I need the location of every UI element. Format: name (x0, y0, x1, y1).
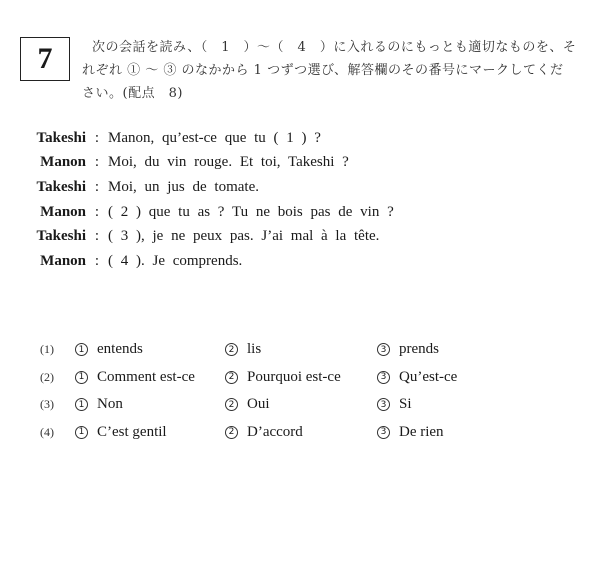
option-number: (2) (40, 369, 54, 384)
circled-number: 3 (377, 398, 390, 411)
option-choice[interactable] (377, 341, 527, 358)
dialogue-line (30, 200, 590, 225)
speech-text: Manon, qu’est-ce que tu ( 1 ) ? (108, 129, 321, 146)
option-choice[interactable] (75, 369, 225, 386)
option-row (40, 391, 580, 419)
speaker-name: Takeshi (36, 129, 86, 146)
choice-text: Si (399, 396, 412, 413)
speaker-colon: : (94, 203, 100, 220)
dialogue-line (30, 151, 590, 176)
choice-text: Comment est-ce (97, 368, 195, 385)
option-choice[interactable] (225, 396, 377, 413)
option-choice[interactable] (75, 341, 225, 358)
speaker-colon: : (94, 178, 100, 195)
speaker-colon: : (94, 129, 100, 146)
dialogue-line (30, 249, 590, 274)
option-choice[interactable] (225, 424, 377, 441)
choice-text: D’accord (247, 423, 303, 440)
instruction-line: れぞれ ① ～ ③ のなかから 1 つずつ選び、解答欄のその番号にマークしてくだ (82, 63, 564, 78)
question-number-box (20, 37, 70, 81)
option-number: (4) (40, 424, 54, 439)
speech-text: ( 2 ) que tu as ? Tu ne bois pas de vin ? (108, 203, 394, 220)
option-number: (3) (40, 397, 54, 412)
speech-text: Moi, du vin rouge. Et toi, Takeshi ? (108, 154, 349, 171)
option-choice[interactable] (75, 424, 225, 441)
choice-text: C’est gentil (97, 423, 167, 440)
instruction-line: さい。(配点 8) (82, 86, 183, 101)
option-choice[interactable] (377, 369, 527, 386)
option-number: (1) (40, 342, 54, 357)
circled-number: 2 (225, 426, 238, 439)
choice-text: Oui (247, 396, 270, 413)
speaker-name: Manon (40, 203, 86, 220)
circled-number: 3 (377, 371, 390, 384)
circled-number: 2 (225, 371, 238, 384)
speaker-colon: : (94, 154, 100, 171)
choice-text: prends (399, 341, 439, 358)
speaker-name: Manon (40, 252, 86, 269)
circled-number: 2 (225, 398, 238, 411)
circled-number: 1 (75, 371, 88, 384)
instruction-text (82, 36, 590, 105)
speech-text: Moi, un jus de tomate. (108, 178, 259, 195)
circled-number: 3 (377, 426, 390, 439)
dialogue-line (30, 224, 590, 249)
circled-number: 1 (75, 398, 88, 411)
choice-text: Pourquoi est-ce (247, 368, 341, 385)
speech-text: ( 4 ). Je comprends. (108, 252, 243, 269)
speaker-name: Takeshi (36, 228, 86, 245)
answer-options (40, 336, 580, 446)
instruction-line: 次の会話を読み、（ 1 ）～（ 4 ）に入れるのにもっとも適切なものを、そ (92, 40, 577, 55)
choice-text: entends (97, 341, 143, 358)
option-row (40, 419, 580, 447)
speech-text: ( 3 ), je ne peux pas. J’ai mal à la tête. (108, 228, 380, 245)
choice-text: lis (247, 341, 262, 358)
dialogue-line (30, 175, 590, 200)
speaker-colon: : (94, 252, 100, 269)
choice-text: Qu’est-ce (399, 368, 458, 385)
option-choice[interactable] (225, 369, 377, 386)
circled-number: 2 (225, 343, 238, 356)
option-choice[interactable] (377, 424, 527, 441)
circled-number: 1 (75, 426, 88, 439)
choice-text: Non (97, 396, 123, 413)
choice-text: De rien (399, 423, 444, 440)
option-choice[interactable] (225, 341, 377, 358)
circled-number: 1 (75, 343, 88, 356)
option-row (40, 364, 580, 392)
option-row (40, 336, 580, 364)
circled-number: 3 (377, 343, 390, 356)
option-choice[interactable] (75, 396, 225, 413)
speaker-colon: : (94, 228, 100, 245)
speaker-name: Takeshi (36, 178, 86, 195)
speaker-name: Manon (40, 154, 86, 171)
dialogue-line (30, 126, 590, 151)
question-number: 7 (37, 42, 53, 75)
dialogue (30, 126, 590, 274)
option-choice[interactable] (377, 396, 527, 413)
